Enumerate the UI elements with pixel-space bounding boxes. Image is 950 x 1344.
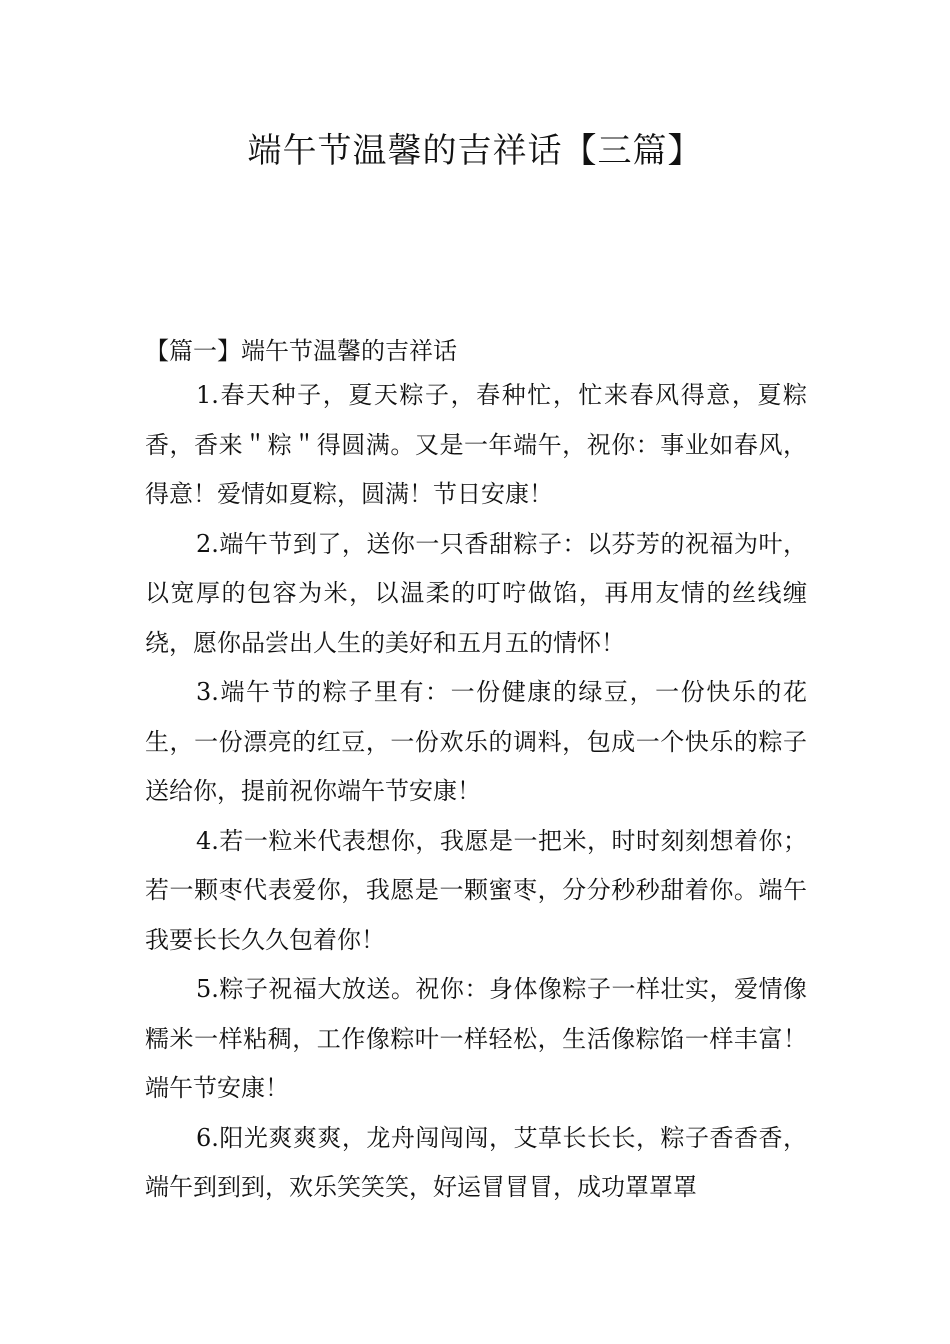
paragraph-4: 4.若一粒米代表想你，我愿是一把米，时时刻刻想着你；若一颗枣代表爱你，我愿是一颗蜜枣，分分秒秒甜着你。端午我要长长久久包着你！ xyxy=(145,826,807,954)
paragraph-5: 5.粽子祝福大放送。祝你：身体像粽子一样壮实，爱情像糯米一样粘稠，工作像粽叶一样轻松，生活像粽馅一样丰富！端午节安康！ xyxy=(145,975,807,1102)
paragraph-1: 1.春天种子，夏天粽子，春种忙，忙来春风得意，夏粽香，香来＂粽＂得圆满。又是一年端午，祝你：事业如春风，得意！爱情如夏粽，圆满！节日安康！ xyxy=(145,381,807,508)
document-title: 端午节温馨的吉祥话【三篇】 xyxy=(247,131,703,171)
document-body xyxy=(145,331,807,1213)
paragraph-6: 6.阳光爽爽爽，龙舟闯闯闯，艾草长长长，粽子香香香，端午到到到，欢乐笑笑笑，好运冒冒冒，成功罩罩罩 xyxy=(145,1123,807,1201)
section-heading: 【篇一】端午节温馨的吉祥话 xyxy=(145,337,457,365)
paragraph-2: 2.端午节到了，送你一只香甜粽子：以芬芳的祝福为叶，以宽厚的包容为米，以温柔的叮咛做馅，再用友情的丝线缠绕，愿你品尝出人生的美好和五月五的情怀！ xyxy=(145,529,807,657)
paragraph-3: 3.端午节的粽子里有：一份健康的绿豆，一份快乐的花生，一份漂亮的红豆，一份欢乐的调料，包成一个快乐的粽子送给你，提前祝你端午节安康！ xyxy=(145,678,807,805)
